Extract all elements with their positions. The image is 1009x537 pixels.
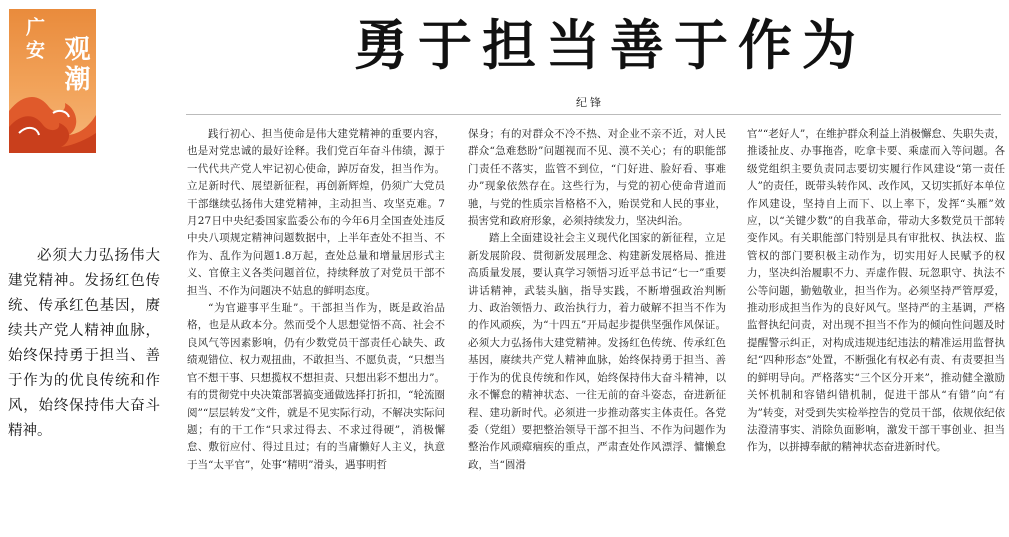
article-headline: 勇于担当善于作为 xyxy=(354,13,866,77)
article-byline: 纪锋 xyxy=(576,96,604,109)
pull-quote: 必须大力弘扬伟大建党精神。发扬红色传统、传承红色基因，赓续共产党人精神血脉，始终保持勇于担当、善于作为的优良传统和作风，始终保持伟大奋斗精神。 xyxy=(8,248,160,439)
masthead-word-guanchao: 观潮 xyxy=(60,35,90,95)
column-masthead xyxy=(9,9,96,153)
text-column-2 xyxy=(468,126,726,534)
header-divider xyxy=(186,114,1001,115)
paragraph: “为官避事平生耻”。干部担当作为，既是政治品格，也是从政本分。然而受个人思想觉悟不高、社会不良风气等因素影响，仍有少数党员干部责任心缺失、政绩观错位、权力观扭曲，不敢担当、不愿负责，“只想当官不想干事、只想揽权不想担责、只想出彩不想出力”。有的贯彻党中央决策部署搞变通做选择打折扣，“轮流圈阅”“层层转发”文件，就是不见实际行动，不解决实际问题；有的干工作“只求过得去、不求过得硬”，消极懈怠、敷衍应付、得过且过；有的当庸懒好人主义，执意于当“太平官”，处事“精明”滑头，遇事明哲 xyxy=(187,302,445,471)
paragraph: 践行初心、担当使命是伟大建党精神的重要内容，也是对党忠诚的最好诠释。我们党百年奋斗伟绩，源于一代代共产党人牢记初心使命，踔厉奋发，担当作为。立足新时代、展望新征程，再创新辉煌，仍须广大党员干部继续弘扬伟大建党精神，主动担当、攻坚克难。7月27日中央纪委国家监委公布的今年6月全国查处违反中央八项规定精神问题数据中，上半年查处不担当、不作为、乱作为问题1.8万起，查处总量和增量居形式主义、官僚主义各类问题首位，持续释放了对党员干部不担当、不作为问题决不姑息的鲜明态度。 xyxy=(187,128,445,297)
paragraph: 踏上全面建设社会主义现代化国家的新征程，立足新发展阶段、贯彻新发展理念、构建新发展格局、推进高质量发展，要认真学习领悟习近平总书记“七一”重要讲话精神，武装头脑，指导实践，不断增强政治判断力、政治领悟力、政治执行力，着力破解不担当不作为的作风顽疾，为“十四五”开局起步提供坚强作风保证。必须大力弘扬伟大建党精神。发扬红色传统、传承红色基因，赓续共产党人精神血脉，始终保持勇于担当、善于作为的优良传统和作风，始终保持伟大奋斗精神，以永不懈怠的精神状态、一往无前的奋斗姿态，奋进新征程、建功新时代。必须进一步推动落实主体责任。各党委（党组）要把整治领导干部不担当、不作为问题作为整治作风顽瘴痼疾的重点，严肃查处作风漂浮、慵懒怠政，当“圆滑 xyxy=(468,232,726,471)
text-column-3 xyxy=(747,126,1005,534)
text-column-1 xyxy=(187,126,445,534)
paragraph: 官”“老好人”，在维护群众利益上消极懈怠、失职失责，推诿扯皮、办事拖沓，吃拿卡要、乘虚而入等问题。各级党组织主要负责同志要切实履行作风建设“第一责任人”的责任，既带头转作风、改作风，又切实抓好本单位作风建设，坚持自上而下、以上率下，发挥“头雁”效应，以“关键少数”的自我革命，带动大多数党员干部转变作风。有关职能部门特别是具有审批权、执法权、监管权的部门要积极主动作为，切实用好人民赋予的权力，坚决纠治履职不力、弄虚作假、玩忽职守、执法不公等问题，勤勉敬业，担当作为。必须坚持严管厚爱，推动形成担当作为的良好风气。坚持严的主基调，严格监督执纪问责，对出现不担当不作为的倾向性问题及时提醒警示纠正，对构成违规违纪违法的精准运用监督执纪“四种形态”处置，不断强化有权必有责、有责要担当的鲜明导向。严格落实“三个区分开来”，推动健全激励关怀机制和容错纠错机制，促进干部从“有错”向“有为”转变，对受到失实检举控告的党员干部，依规依纪依法澄清事实、消除负面影响，激发干部干事创业、担当作为，以拼搏奉献的精神状态奋进新时代。 xyxy=(747,128,1005,454)
paragraph: 保身；有的对群众不冷不热、对企业不亲不近，对人民群众“急难愁盼”问题视而不见、漠不关心；有的职能部门责任不落实，监管不到位，“门好进、脸好看、事难办”现象依然存在。这些行为，与党的初心使命背道而驰，与党的性质宗旨格格不入，贻误党和人民的事业，损害党和政府形象，必须持续发力，坚决纠治。 xyxy=(468,128,726,228)
masthead-word-guangan: 广安 xyxy=(23,17,45,63)
wave-decoration xyxy=(9,83,96,153)
